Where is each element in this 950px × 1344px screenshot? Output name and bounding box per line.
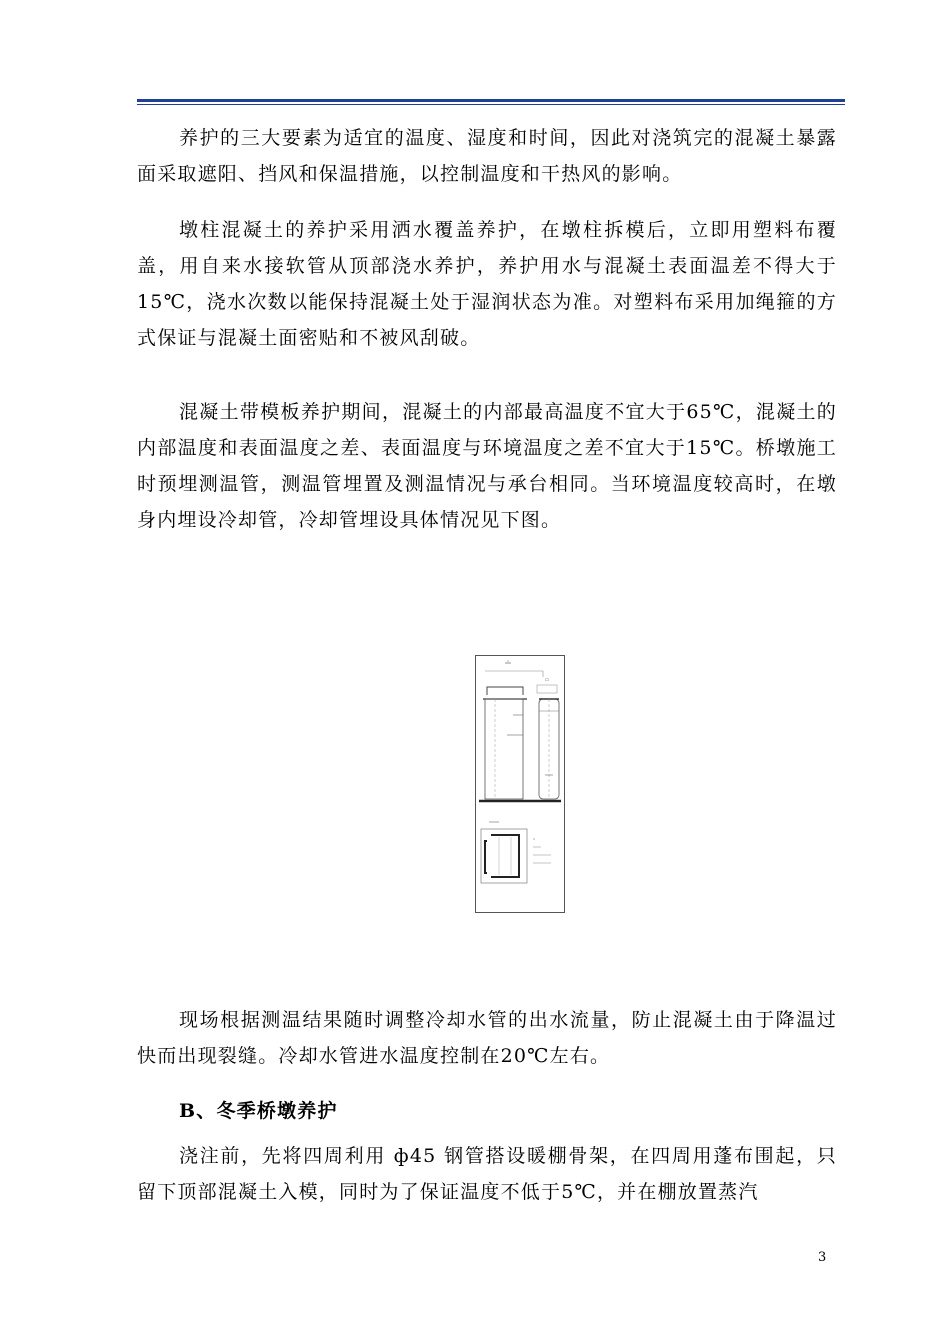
paragraph-curing-factors: 养护的三大要素为适宜的温度、湿度和时间，因此对浇筑完的混凝土暴露面采取遮阳、挡风和保温措施，以控制温度和干热风的影响。 [137, 127, 837, 185]
paragraph-pier-column-curing: 墩柱混凝土的养护采用洒水覆盖养护，在墩柱拆模后，立即用塑料布覆盖，用自来水接软管从顶部浇水养护，养护用水与混凝土表面温差不得大于15℃，浇水次数以能保持混凝土处于湿润状态为准。对塑料布采用加绳箍的方式保证与混凝土面密贴和不被风刮破。 [137, 219, 837, 349]
paragraph-winter-enclosure: 浇注前，先将四周利用 ф45 钢管搭设暖棚骨架，在四周用蓬布围起，只留下顶部混凝土入模，同时为了保证温度不低于5℃，并在棚放置蒸汽 [137, 1145, 837, 1203]
page-number: 3 [818, 1250, 827, 1265]
section-heading-winter-pier-curing: B、冬季桥墩养护 [179, 1100, 338, 1122]
cooling-pipe-diagram [475, 655, 565, 913]
header-rule-thin [137, 104, 845, 105]
svg-text:▭: ▭ [544, 677, 550, 683]
paragraph-formwork-curing: 混凝土带模板养护期间，混凝土的内部最高温度不宜大于65℃，混凝土的内部温度和表面温度之差、表面温度与环境温度之差不宜大于15℃。桥墩施工时预埋测温管，测温管埋置及测温情况与承台相同。当环境温度较高时，在墩身内埋设冷却管，冷却管埋设具体情况见下图。 [137, 401, 837, 531]
paragraph-cooling-flow-adjustment: 现场根据测温结果随时调整冷却水管的出水流量，防止混凝土由于降温过快而出现裂缝。冷却水管进水温度控制在20℃左右。 [137, 1009, 837, 1067]
header-rule-thick [137, 99, 845, 102]
